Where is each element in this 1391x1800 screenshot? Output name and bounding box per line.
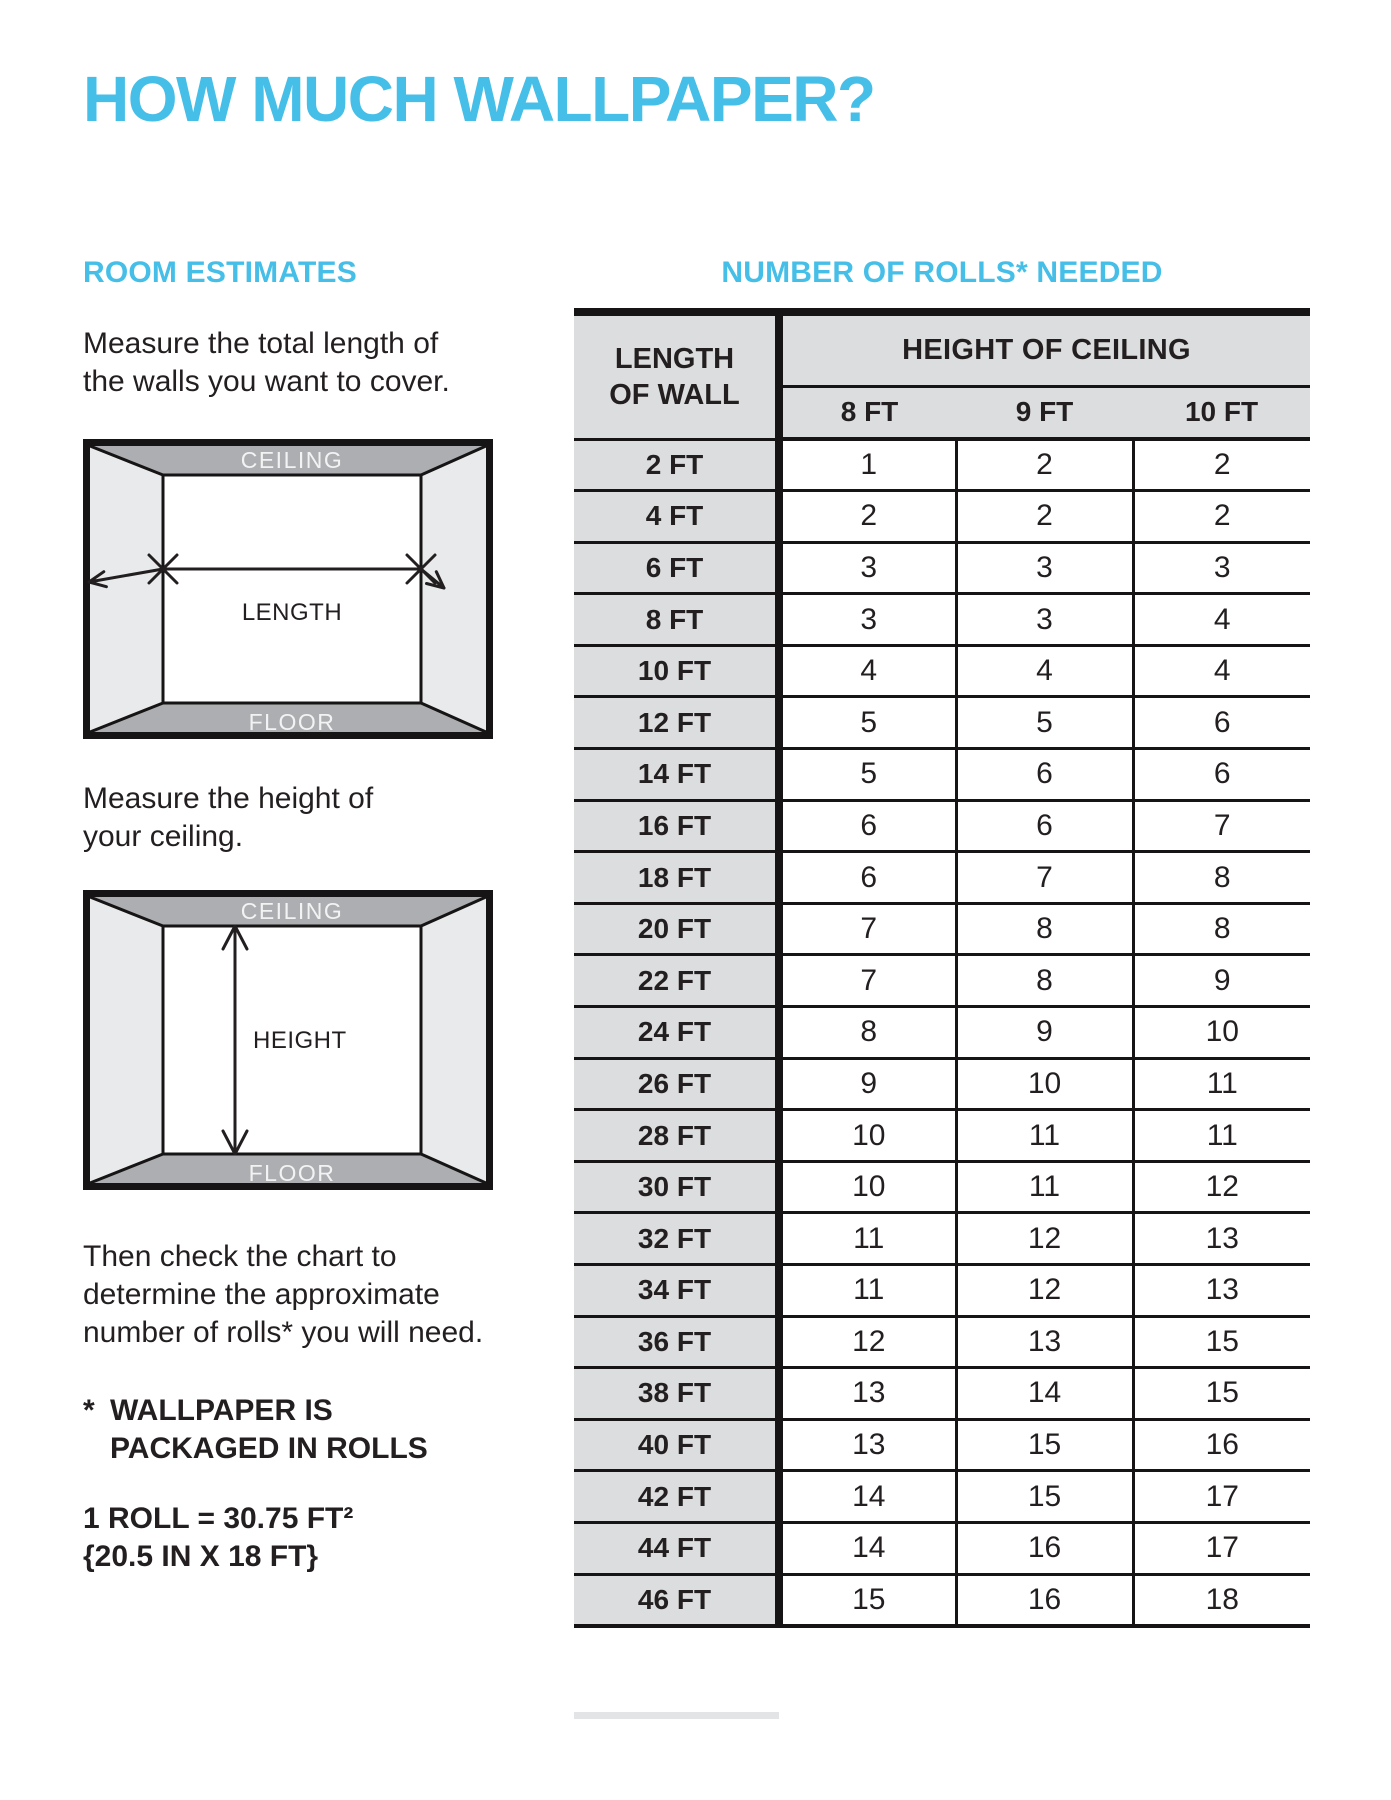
rolls-value-cell: 13 [956,1316,1133,1368]
table-row [574,1368,1310,1420]
rolls-value-cell: 5 [779,697,956,749]
rolls-value-cell: 6 [956,800,1133,852]
floor-label: FLOOR [248,709,336,735]
rolls-value-cell: 3 [779,542,956,594]
check-chart-text: Then check the chart to determine the approximate number of rolls* you will need. [83,1240,484,1349]
rolls-needed-heading: NUMBER OF ROLLS* NEEDED [721,256,1163,289]
back-wall-panel [163,475,421,703]
rolls-value-cell: 15 [956,1471,1133,1523]
wall-length-cell: 14 FT [574,749,779,801]
rolls-value-cell: 6 [1133,749,1310,801]
wall-length-cell: 38 FT [574,1368,779,1420]
rolls-value-cell: 8 [956,955,1133,1007]
measure-length-text: Measure the total length of the walls you want to cover. [83,327,450,398]
rolls-value-cell: 6 [1133,697,1310,749]
table-row [574,955,1310,1007]
rolls-value-cell: 4 [779,645,956,697]
table-row [574,1161,1310,1213]
rolls-value-cell: 7 [779,903,956,955]
rolls-value-cell: 13 [1133,1213,1310,1265]
wall-length-cell: 12 FT [574,697,779,749]
rolls-value-cell: 6 [779,852,956,904]
table-row [574,1522,1310,1574]
wall-length-cell: 32 FT [574,1213,779,1265]
rolls-value-cell: 6 [956,749,1133,801]
page-title: HOW MUCH WALLPAPER? [83,63,875,135]
rolls-value-cell: 13 [1133,1265,1310,1317]
wall-length-cell: 40 FT [574,1419,779,1471]
rolls-value-cell: 9 [956,1007,1133,1059]
table-row [574,491,1310,543]
table-row [574,1265,1310,1317]
table-row [574,697,1310,749]
rolls-value-cell: 12 [956,1265,1133,1317]
ceiling-10ft-header: 10 FT [1133,386,1310,439]
table-row [574,1007,1310,1059]
rolls-value-cell: 10 [956,1058,1133,1110]
table-row [574,1316,1310,1368]
wall-length-cell: 18 FT [574,852,779,904]
height-label: HEIGHT [253,1027,347,1054]
rolls-value-cell: 4 [1133,594,1310,646]
wall-length-cell: 6 FT [574,542,779,594]
wallpaper-rolls-footnote: * WALLPAPER IS PACKAGED IN ROLLS [83,1394,428,1465]
rolls-value-cell: 16 [956,1574,1133,1626]
ceiling-label: CEILING [240,898,344,924]
rolls-value-cell: 10 [779,1161,956,1213]
wall-length-cell: 2 FT [574,439,779,491]
rolls-value-cell: 18 [1133,1574,1310,1626]
rolls-value-cell: 13 [779,1368,956,1420]
wall-length-cell: 30 FT [574,1161,779,1213]
measure-height-text: Measure the height of your ceiling. [83,782,374,853]
rolls-value-cell: 5 [779,749,956,801]
table-bottom-shadow [574,1712,779,1719]
rolls-value-cell: 11 [956,1161,1133,1213]
rolls-value-cell: 4 [956,645,1133,697]
rolls-value-cell: 1 [779,439,956,491]
rolls-value-cell: 12 [779,1316,956,1368]
room-length-diagram [83,439,493,739]
table-row [574,1471,1310,1523]
wall-length-header: LENGTH OF WALL [574,312,779,439]
table-row [574,852,1310,904]
rolls-value-cell: 11 [956,1110,1133,1162]
table-row [574,903,1310,955]
wall-length-cell: 16 FT [574,800,779,852]
floor-label: FLOOR [248,1160,336,1186]
wall-length-cell: 24 FT [574,1007,779,1059]
ceiling-height-group-header: HEIGHT OF CEILING [779,312,1310,386]
rolls-value-cell: 16 [1133,1419,1310,1471]
rolls-value-cell: 2 [1133,491,1310,543]
rolls-value-cell: 13 [779,1419,956,1471]
table-row [574,1110,1310,1162]
wall-length-cell: 8 FT [574,594,779,646]
rolls-value-cell: 3 [956,542,1133,594]
rolls-value-cell: 11 [1133,1058,1310,1110]
roll-size-info: 1 ROLL = 30.75 FT² {20.5 IN X 18 FT} [83,1502,354,1573]
rolls-value-cell: 12 [1133,1161,1310,1213]
asterisk: * [83,1394,95,1427]
left-wall-panel [90,446,163,732]
rolls-value-cell: 10 [779,1110,956,1162]
rolls-value-cell: 7 [779,955,956,1007]
rolls-table [574,308,1310,1628]
table-row [574,1058,1310,1110]
rolls-value-cell: 8 [956,903,1133,955]
rolls-value-cell: 2 [1133,439,1310,491]
right-wall-panel [421,897,486,1183]
rolls-value-cell: 8 [1133,852,1310,904]
wall-length-cell: 34 FT [574,1265,779,1317]
table-row [574,645,1310,697]
rolls-value-cell: 9 [779,1058,956,1110]
ceiling-9ft-header: 9 FT [956,386,1133,439]
wall-length-cell: 36 FT [574,1316,779,1368]
wall-length-cell: 22 FT [574,955,779,1007]
rolls-value-cell: 15 [1133,1316,1310,1368]
table-row [574,1574,1310,1626]
rolls-value-cell: 8 [779,1007,956,1059]
rolls-value-cell: 5 [956,697,1133,749]
wall-length-cell: 20 FT [574,903,779,955]
table-row [574,594,1310,646]
rolls-value-cell: 11 [1133,1110,1310,1162]
table-row [574,800,1310,852]
rolls-value-cell: 14 [956,1368,1133,1420]
wall-length-cell: 28 FT [574,1110,779,1162]
rolls-value-cell: 15 [1133,1368,1310,1420]
rolls-value-cell: 15 [779,1574,956,1626]
rolls-value-cell: 7 [956,852,1133,904]
room-estimates-heading: ROOM ESTIMATES [83,256,357,289]
rolls-value-cell: 6 [779,800,956,852]
wall-length-cell: 10 FT [574,645,779,697]
wall-length-cell: 42 FT [574,1471,779,1523]
table-header-row [574,312,1310,386]
rolls-value-cell: 7 [1133,800,1310,852]
rolls-value-cell: 9 [1133,955,1310,1007]
rolls-value-cell: 14 [779,1471,956,1523]
table-row [574,749,1310,801]
rolls-value-cell: 8 [1133,903,1310,955]
rolls-value-cell: 2 [956,491,1133,543]
wall-length-cell: 26 FT [574,1058,779,1110]
wall-length-cell: 4 FT [574,491,779,543]
rolls-value-cell: 12 [956,1213,1133,1265]
table-row [574,439,1310,491]
right-wall-panel [421,446,486,732]
rolls-value-cell: 4 [1133,645,1310,697]
rolls-value-cell: 17 [1133,1522,1310,1574]
table-row [574,1419,1310,1471]
rolls-value-cell: 15 [956,1419,1133,1471]
room-height-diagram [83,890,493,1190]
wall-length-cell: 46 FT [574,1574,779,1626]
rolls-value-cell: 10 [1133,1007,1310,1059]
left-wall-panel [90,897,163,1183]
rolls-value-cell: 3 [1133,542,1310,594]
rolls-value-cell: 2 [956,439,1133,491]
table-row [574,1213,1310,1265]
table-row [574,542,1310,594]
rolls-value-cell: 11 [779,1213,956,1265]
rolls-value-cell: 14 [779,1522,956,1574]
rolls-value-cell: 3 [956,594,1133,646]
rolls-value-cell: 3 [779,594,956,646]
rolls-value-cell: 17 [1133,1471,1310,1523]
ceiling-8ft-header: 8 FT [779,386,956,439]
rolls-value-cell: 2 [779,491,956,543]
length-label: LENGTH [241,599,343,626]
wall-length-cell: 44 FT [574,1522,779,1574]
rolls-value-cell: 16 [956,1522,1133,1574]
rolls-value-cell: 11 [779,1265,956,1317]
ceiling-label: CEILING [240,447,344,473]
